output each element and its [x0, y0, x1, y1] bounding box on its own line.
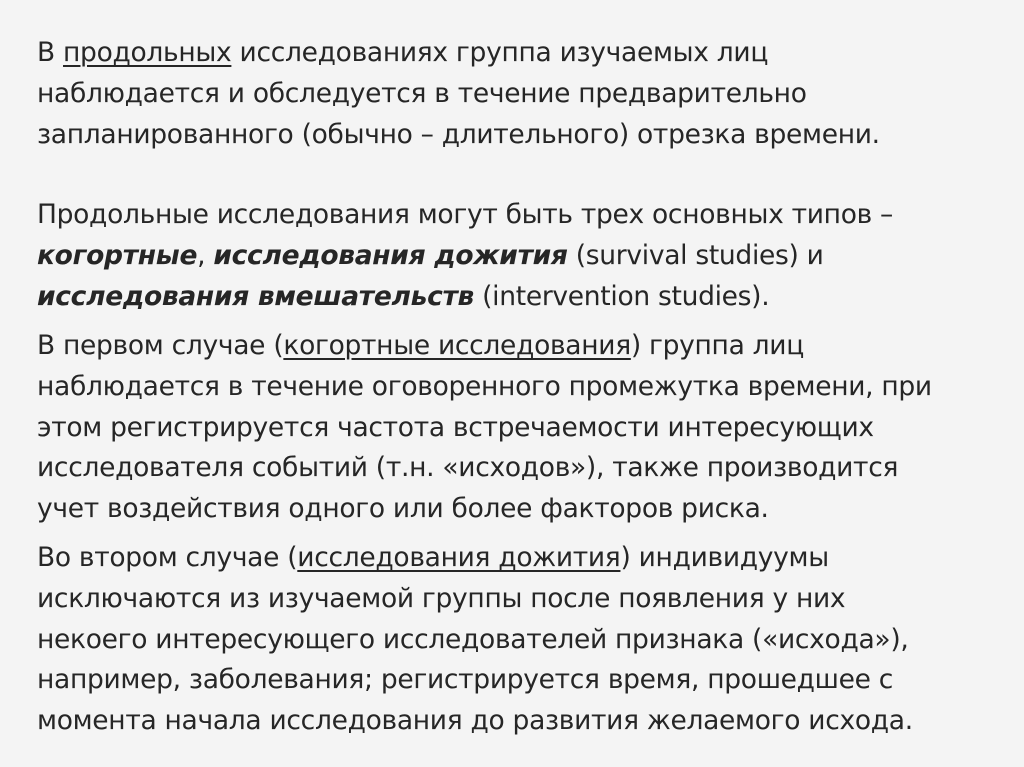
text-run: В — [37, 37, 64, 68]
text-line: учет воздействия одного или более факторов риска. — [37, 493, 769, 525]
text-run: , — [197, 239, 214, 271]
text-line — [37, 236, 994, 277]
text-line — [37, 326, 994, 367]
text-run: ) индивидуумы — [620, 542, 829, 573]
text-run: ) группа лиц — [630, 330, 804, 361]
paragraph-study-types — [37, 195, 994, 317]
text-line: момента начала исследования до развития желаемого исхода. — [37, 705, 913, 737]
text-line: некоего интересующего исследователей признака («исхода»), — [37, 623, 909, 655]
text-run: исследованиях группа изучаемых лиц — [231, 37, 769, 68]
underlined-term: продольных — [63, 37, 232, 68]
text-line — [37, 33, 994, 74]
text-run: Во втором случае ( — [37, 542, 298, 573]
text-line — [37, 277, 994, 318]
underlined-term: исследования дожития — [297, 542, 621, 573]
text-line: наблюдается и обследуется в течение предварительно — [37, 77, 807, 109]
text-line: исключаются из изучаемой группы после появления у них — [37, 582, 846, 614]
paragraph-longitudinal-definition — [37, 33, 994, 155]
underlined-term: когортные исследования — [283, 330, 631, 361]
paragraph-cohort-studies — [37, 326, 994, 530]
text-line: Продольные исследования могут быть трех основных типов – — [37, 199, 894, 230]
bold-italic-term: исследования дожития — [213, 239, 568, 271]
text-run: (survival studies) и — [567, 239, 824, 271]
paragraph-survival-studies — [37, 538, 994, 742]
bold-italic-term: исследования вмешательств — [37, 280, 475, 312]
text-line: этом регистрируется частота встречаемости интересующих — [37, 411, 874, 443]
bold-italic-term: когортные — [37, 239, 198, 271]
text-run: В первом случае ( — [37, 330, 284, 361]
text-line: наблюдается в течение оговоренного промежутка времени, при — [37, 370, 932, 402]
text-line: запланированного (обычно – длительного) отрезка времени. — [37, 118, 880, 150]
text-line: например, заболевания; регистрируется время, прошедшее с — [37, 664, 894, 696]
text-line: исследователя событий (т.н. «исходов»), также производится — [37, 452, 899, 484]
text-line — [37, 538, 994, 579]
text-run: (intervention studies). — [474, 280, 770, 312]
